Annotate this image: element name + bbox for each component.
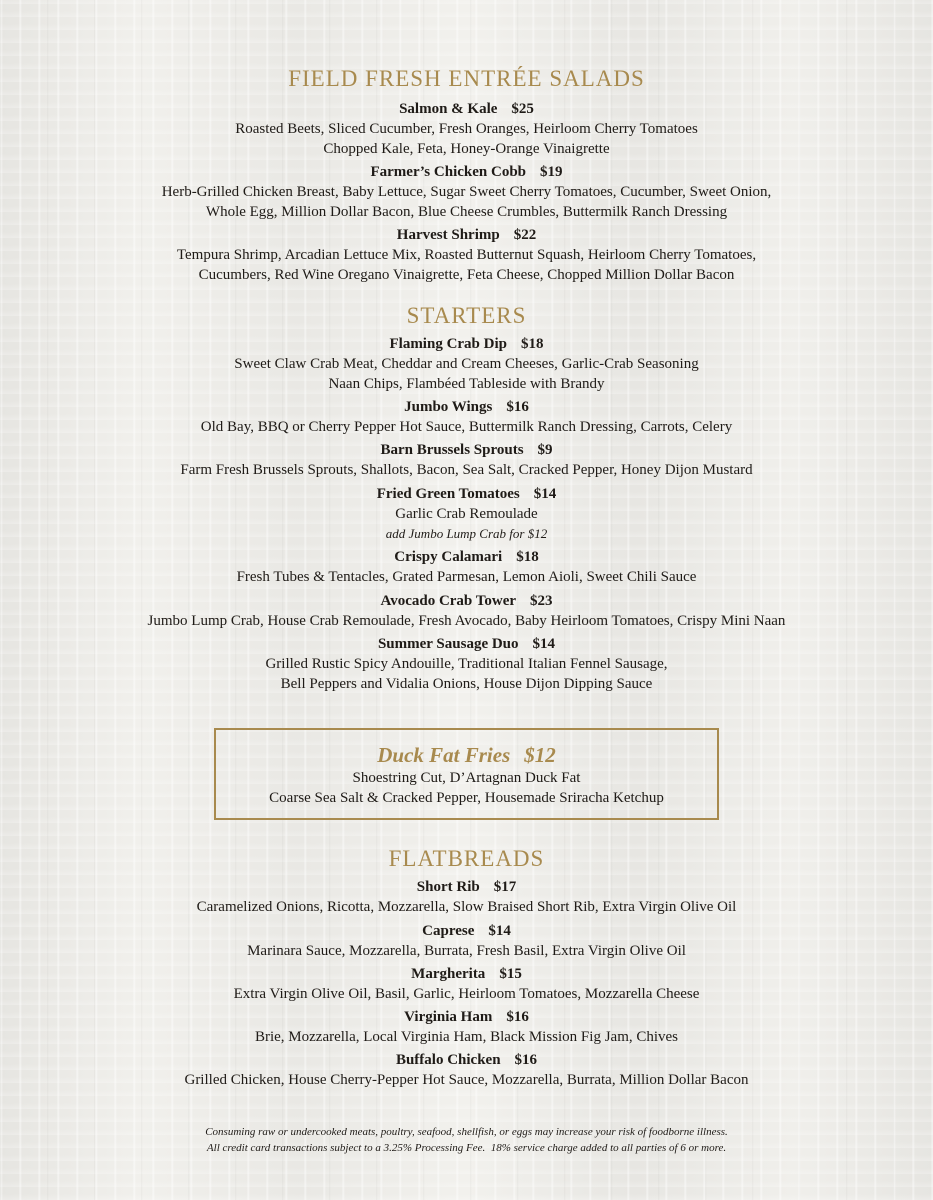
item-name: Flaming Crab Dip	[389, 336, 507, 352]
item-price: $19	[540, 164, 563, 180]
item-description: Garlic Crab Remoulade	[395, 506, 538, 522]
footer-disclaimer	[0, 1124, 933, 1156]
item-price: $15	[499, 966, 522, 982]
item-description: Whole Egg, Million Dollar Bacon, Blue Cheese Crumbles, Buttermilk Ranch Dressing	[205, 204, 728, 220]
item-description: Marinara Sauce, Mozzarella, Burrata, Fresh Basil, Extra Virgin Olive Oil	[247, 943, 686, 959]
item-name: Fried Green Tomatoes	[376, 486, 520, 502]
item-price: $9	[537, 442, 553, 458]
item-addon: add Jumbo Lump Crab for $12	[385, 526, 548, 541]
section-title-salads: FIELD FRESH ENTRÉE SALADS	[288, 66, 645, 91]
item-price: $16	[514, 1052, 538, 1068]
item-price: $16	[506, 1009, 529, 1025]
item-description: Herb-Grilled Chicken Breast, Baby Lettuce, Sugar Sweet Cherry Tomatoes, Cucumber, Sweet Onion,	[161, 184, 772, 200]
item-description: Bell Peppers and Vidalia Onions, House Dijon Dipping Sauce	[280, 676, 653, 692]
item-description: Grilled Rustic Spicy Andouille, Traditional Italian Fennel Sausage,	[265, 656, 668, 672]
item-name: Salmon & Kale	[399, 101, 498, 117]
menu-item	[0, 162, 933, 222]
item-description: Tempura Shrimp, Arcadian Lettuce Mix, Roasted Butternut Squash, Heirloom Cherry Tomatoes,	[176, 247, 757, 263]
item-description: Caramelized Onions, Ricotta, Mozzarella, Slow Braised Short Rib, Extra Virgin Olive Oil	[196, 899, 737, 915]
menu-item	[0, 440, 933, 480]
item-name: Crispy Calamari	[394, 549, 503, 565]
item-description: Roasted Beets, Sliced Cucumber, Fresh Oranges, Heirloom Cherry Tomatoes	[235, 121, 698, 137]
featured-item-price: $12	[524, 743, 556, 767]
item-name: Summer Sausage Duo	[377, 636, 519, 652]
item-price: $18	[516, 549, 539, 565]
item-description: Chopped Kale, Feta, Honey-Orange Vinaigrette	[323, 141, 610, 157]
item-name: Farmer’s Chicken Cobb	[370, 164, 527, 180]
item-price: $14	[533, 486, 557, 502]
item-name: Caprese	[422, 923, 475, 939]
menu-item	[0, 547, 933, 587]
menu-item	[0, 397, 933, 437]
item-description: Old Bay, BBQ or Cherry Pepper Hot Sauce, Buttermilk Ranch Dressing, Carrots, Celery	[200, 419, 733, 435]
item-price: $14	[488, 923, 511, 939]
menu-item	[0, 634, 933, 694]
menu-item	[0, 225, 933, 285]
item-description: Extra Virgin Olive Oil, Basil, Garlic, Heirloom Tomatoes, Mozzarella Cheese	[233, 986, 700, 1002]
item-name: Buffalo Chicken	[395, 1052, 501, 1068]
menu-item	[0, 877, 933, 917]
item-description: Farm Fresh Brussels Sprouts, Shallots, Bacon, Sea Salt, Cracked Pepper, Honey Dijon Mustard	[180, 462, 753, 478]
item-price: $22	[513, 227, 537, 243]
item-price: $16	[506, 399, 529, 415]
item-name: Harvest Shrimp	[396, 227, 500, 243]
item-name: Barn Brussels Sprouts	[380, 442, 524, 458]
item-price: $23	[530, 593, 553, 609]
featured-item-box	[214, 728, 719, 820]
item-description: Brie, Mozzarella, Local Virginia Ham, Black Mission Fig Jam, Chives	[254, 1029, 679, 1045]
item-name: Jumbo Wings	[404, 399, 493, 415]
item-price: $14	[532, 636, 556, 652]
item-price: $25	[511, 101, 534, 117]
menu-item	[0, 964, 933, 1004]
item-description: Jumbo Lump Crab, House Crab Remoulade, Fresh Avocado, Baby Heirloom Tomatoes, Crispy Mini Naan	[147, 613, 786, 629]
menu-item	[0, 99, 933, 159]
menu-item	[0, 484, 933, 544]
section-title-starters: STARTERS	[406, 303, 527, 328]
menu-item	[0, 921, 933, 961]
item-description: Naan Chips, Flambéed Tableside with Brandy	[328, 376, 605, 392]
menu-item	[0, 591, 933, 631]
footer-line: All credit card transactions subject to a 3.25% Processing Fee. 18% service charge added to all parties of 6 or more.	[206, 1142, 727, 1154]
item-price: $18	[521, 336, 544, 352]
featured-item-description: Coarse Sea Salt & Cracked Pepper, Housemade Sriracha Ketchup	[269, 790, 664, 806]
featured-item-description: Shoestring Cut, D’Artagnan Duck Fat	[352, 770, 581, 786]
item-name: Virginia Ham	[404, 1009, 493, 1025]
item-name: Short Rib	[416, 879, 480, 895]
item-price: $17	[493, 879, 517, 895]
menu-item	[0, 1007, 933, 1047]
item-description: Sweet Claw Crab Meat, Cheddar and Cream Cheeses, Garlic-Crab Seasoning	[234, 356, 699, 372]
menu-item	[0, 334, 933, 394]
item-description: Cucumbers, Red Wine Oregano Vinaigrette, Feta Cheese, Chopped Million Dollar Bacon	[198, 267, 735, 283]
item-name: Avocado Crab Tower	[380, 593, 517, 609]
item-name: Margherita	[411, 966, 486, 982]
footer-line: Consuming raw or undercooked meats, poultry, seafood, shellfish, or eggs may increase your risk of foodborne illness.	[205, 1126, 728, 1138]
item-description: Grilled Chicken, House Cherry-Pepper Hot Sauce, Mozzarella, Burrata, Million Dollar Bacon	[184, 1072, 749, 1088]
item-description: Fresh Tubes & Tentacles, Grated Parmesan, Lemon Aioli, Sweet Chili Sauce	[236, 569, 697, 585]
featured-item-name: Duck Fat Fries	[377, 743, 511, 767]
section-title-flatbreads: FLATBREADS	[388, 846, 545, 871]
menu-item	[0, 1050, 933, 1090]
